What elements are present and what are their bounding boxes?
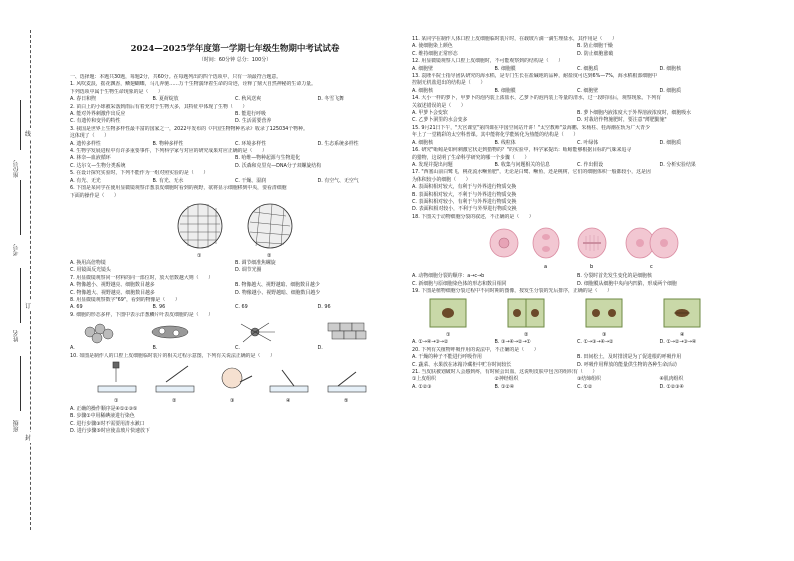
answer-option[interactable]: B. 分裂时首先发生变化的是细胞核 (577, 273, 652, 280)
answer-option[interactable]: A. 有光、无光 (70, 177, 101, 184)
answer-options (70, 260, 400, 275)
plant-label-2: ② (524, 332, 529, 339)
answer-options (412, 80, 742, 87)
answer-option[interactable]: A. 甲萝卜会变软 (412, 110, 448, 117)
cell-option-b-icon (152, 326, 188, 338)
answer-option[interactable]: D. 防止细胞涨破 (577, 50, 614, 57)
answer-options (412, 354, 742, 369)
answer-option[interactable]: A. 动物细胞分裂的顺序：a→c→b (412, 273, 485, 280)
answer-option[interactable]: D. 冬雪飞舞 (317, 96, 344, 103)
answer-options (70, 155, 400, 170)
left-question-group-c (70, 406, 400, 436)
answer-options (412, 155, 742, 162)
answer-option[interactable]: D. 生态系统多样性 (317, 140, 359, 147)
answer-option[interactable]: C. 有遗传和变异的特性 (70, 118, 121, 125)
answer-option[interactable]: A. 能对外界刺激作出反应 (70, 111, 126, 118)
answer-options (412, 66, 742, 73)
answer-option[interactable]: 的猎物，这说明了生命科学研究的哪一个步骤（ ） (412, 154, 530, 161)
class-blank[interactable] (20, 356, 21, 411)
seal-char-feng: 封 (25, 432, 31, 443)
answer-option[interactable]: C. 维持细胞正常形态 (412, 50, 458, 57)
answer-option[interactable]: D. 表面积相对较小，不利于与外界进行物质交换 (412, 206, 517, 213)
question-1-stem: 1. 风吹麦浪，摇花飘香，鳞翅蝴蝶，马儿奔驰……万千生物演绎着生命的奇迹，诠释了鼎大自然神秘的生命力量。 (70, 81, 316, 88)
answer-options (412, 376, 742, 383)
answer-option[interactable]: B. 哈维—物种起源与生物进化 (235, 155, 301, 162)
question-stem: 6. 下图是某同学在使用显微镜观察洋葱表皮细胞时看到的视野，欲将显示细胞移到中央，要看清细胞 (70, 185, 287, 192)
cell-label-a: a (544, 264, 548, 271)
question-stem: 11. 某同学在制作人体口腔上皮细胞临时装片时，在载玻片滴一滴生理盐水，其作用是（ ） (412, 36, 617, 42)
step-1-label: ① (114, 397, 119, 404)
seal-char-ding: 订 (25, 300, 31, 311)
answer-option[interactable]: C. 达尔文—生物分类系统 (70, 162, 126, 169)
plant-label-1: ① (446, 332, 451, 339)
answer-option[interactable]: D. 沃森和克里克—DNA分子双螺旋结构 (235, 162, 322, 169)
step-4-label: ④ (286, 397, 291, 404)
question-stem: 18. 下图关于动物细胞分裂的叙述，不正确的是（ ） (412, 213, 534, 220)
figure-q10-steps (70, 360, 400, 406)
plant-label-3: ③ (602, 332, 607, 339)
answer-options (412, 110, 742, 125)
answer-option[interactable]: B. 调节细准焦螺旋 (235, 259, 276, 266)
question-stem: 8. 用显微镜观察数字"69"，看到的物像是（ ） (70, 296, 180, 303)
answer-options (70, 193, 400, 200)
answer-option[interactable]: D. 呼吸作用释放的能量供生物的各种生命活动 (577, 361, 677, 368)
answer-option[interactable]: B. 夏荷绽放 (152, 96, 179, 103)
answer-option[interactable]: A. 换用高倍物镜 (70, 259, 106, 266)
step-2-scrape-icon (156, 366, 194, 392)
answer-option[interactable]: C. ①→③→④→② (577, 339, 614, 346)
answer-option[interactable]: D. 96 (317, 304, 331, 311)
answer-option[interactable]: A. 干燥的种子不能进行呼吸作用 (412, 354, 482, 361)
answer-options (412, 88, 742, 95)
answer-option[interactable]: ①上皮组织 (412, 376, 436, 383)
cell-option-d-icon (328, 323, 366, 339)
answer-option[interactable]: C. 表面积相对较小，有利于与外界进行物质交换 (412, 198, 517, 205)
answer-option[interactable]: C. 蔬菜、水果放在冰箱冷藏柜中贮存时间较长 (412, 361, 512, 368)
exam-no-blank[interactable] (20, 180, 21, 235)
answer-option[interactable]: B. 细胞膜 (494, 87, 516, 94)
answer-options (412, 273, 742, 288)
answer-option[interactable]: A. 细胞核 (412, 139, 434, 146)
animal-cell-d-icon (626, 228, 678, 258)
question-stem: 3. 我国是世界上生物多样性最丰富的国家之一，2022年发布的《中国生物物种名录》收录了125034个物种。 (70, 125, 308, 132)
answer-option[interactable]: 关叙述错误的是（ ） (412, 102, 466, 109)
seal-char-line: 线 (25, 128, 31, 139)
animal-cell-a-icon (490, 229, 518, 257)
answer-option[interactable]: ②神经组织 (494, 376, 519, 383)
answer-option[interactable]: A. 细胞核 (412, 87, 434, 94)
answer-option[interactable]: A. ①→④→③→② (412, 339, 449, 346)
answer-option[interactable]: 年上了一堂精彩的太空科普课。其中能将化学能转化为热能的结构是（ ） (412, 132, 579, 139)
question-stem: 9. 细胞的形态多样，下图中表示洋葱鳞片叶表皮细胞的是（ ） (70, 311, 214, 318)
answer-options (70, 141, 400, 148)
answer-option[interactable]: B. 田间松土，及时排涝是为了促进根的呼吸作用 (577, 354, 682, 361)
step-1-drop-icon (98, 362, 136, 392)
step-4-smear-icon (270, 370, 308, 392)
view-2 (248, 204, 292, 248)
question-stem: 19. 下图是植物细胞分裂过程中不同时期的图像，按发生分裂的先后排序，正确的是（ ） (412, 287, 613, 294)
answer-options (70, 111, 400, 126)
question-stem: 14. 大小一样的萝卜，甲萝卜的泡内装上浓盐水，乙萝卜的泡内装上等量的清水，过一段时间后，观察现象。下列有 (412, 95, 661, 102)
answer-options (412, 339, 742, 346)
question-stem: 13. 袁隆平院士指导团队研究的海水稻，是专门生长在盐碱地的品种，耐盐度可达到6%—7%，海水稻根部细胞中 (412, 73, 657, 80)
plant-cell-2-icon (508, 299, 544, 327)
name-blank[interactable] (20, 268, 21, 323)
answer-options (70, 282, 400, 297)
animal-cell-b-icon (533, 228, 559, 258)
answer-option[interactable]: A. ①②③ (412, 383, 432, 390)
question-stem: 5. 在设计探究实验时，下列不能作为一组对照实验的是（ ） (70, 170, 209, 177)
answer-option[interactable]: D. ①→②→③→④ (659, 339, 697, 346)
exam-info: （时间：60分钟 总分：100分） (198, 57, 272, 63)
step-5-label: ⑤ (344, 397, 349, 404)
answer-options (412, 384, 742, 391)
answer-options (412, 103, 742, 110)
answer-option[interactable]: C. 物像越大、视野越亮、细胞数目越多 (70, 289, 155, 296)
answer-option[interactable]: 这体现了（ ） (70, 133, 110, 140)
answer-option[interactable]: B. 收集与问题相关的信息 (494, 161, 550, 168)
answer-option[interactable]: D. 生活需要营养 (235, 118, 272, 125)
answer-option[interactable]: B. 细胞膜 (494, 65, 516, 72)
answer-option[interactable]: B. 防止细胞干燥 (577, 43, 613, 50)
animal-cell-c-icon (578, 228, 606, 258)
question-stem: 16. 研究"蚯蚓是如何刺激它状走到猎物的？"的实验中，科学家提出：蚯蚓能够根据目标的气味来追寻 (412, 147, 632, 154)
answer-options (70, 406, 400, 436)
answer-option[interactable]: D. 细胞质 (659, 87, 682, 94)
step-5-cover-icon (328, 372, 366, 392)
answer-option[interactable]: C. 细胞质 (577, 65, 599, 72)
fold-line (30, 30, 31, 530)
answer-options (412, 177, 742, 184)
answer-option[interactable]: A. 遗传多样性 (70, 140, 101, 147)
plant-cell-4-icon (664, 299, 700, 327)
plant-cell-1-icon (430, 299, 466, 327)
answer-options (70, 96, 400, 103)
answer-option[interactable]: C. 进行步骤③时不需要用清水漱口 (70, 420, 145, 427)
left-column (70, 74, 400, 436)
figure-q6 (70, 200, 400, 260)
answer-option[interactable]: A. 春日和煦 (70, 96, 96, 103)
answer-option[interactable]: A. 使细胞染上颜色 (412, 43, 453, 50)
answer-option[interactable]: A. 物像越小、视野越亮、细胞数目越多 (70, 282, 155, 289)
answer-option[interactable]: D. ①②③④ (659, 383, 684, 390)
answer-option[interactable]: C. 细胞壁 (577, 87, 599, 94)
answer-option[interactable]: D. 对栽培作物施肥时，要注意"薄肥勤施" (577, 117, 667, 124)
answer-option[interactable]: ③结缔组织 (577, 376, 601, 383)
answer-option[interactable]: B. ③→④→②→① (494, 339, 531, 346)
step-3-label: ③ (230, 397, 235, 404)
exam-no-label: 考号 (13, 244, 20, 256)
answer-option[interactable]: A. 林奈—血液循环 (70, 155, 111, 162)
answer-option[interactable]: C. (235, 345, 240, 352)
answer-option[interactable]: C. 叶绿体 (577, 139, 599, 146)
question-stem: 21. 当皮肤被划破时人会感到疼，有时候会出血，这说明皮肤中包含的组织有（ ） (412, 369, 598, 375)
answer-option[interactable]: D. 细胞质 (659, 139, 682, 146)
answer-option[interactable]: D. 有空气、无空气 (317, 177, 359, 184)
step-3-mouth-icon (222, 368, 252, 388)
answer-option[interactable]: D. 细胞核 (659, 65, 682, 72)
left-question-group-a (70, 96, 400, 200)
plant-label-4: ④ (680, 332, 685, 339)
figure-q9-cells (70, 319, 400, 345)
answer-option[interactable]: 为体积较小的细胞（ ） (412, 176, 471, 183)
answer-options (70, 178, 400, 185)
answer-option[interactable]: A. 细胞壁 (412, 65, 434, 72)
answer-option[interactable]: A. 发现并提出问题 (412, 161, 453, 168)
answer-options (70, 304, 400, 311)
figure-q19-plant-division (412, 295, 742, 339)
right-column (412, 36, 742, 391)
cell-option-a-icon (85, 324, 113, 343)
page-title: 2024—2025学年度第一学期七年级生物期中考试试卷 (130, 44, 340, 54)
question-stem: 7. 用显微镜观察同一材料的同一部位时，放大倍数越大则（ ） (70, 274, 214, 281)
question-stem: 15. 9月21日下午，"天宫课堂"第四课在中国空间站开讲！"太空教师"景海鹏、朱杨柱、桂海潮在轨为广大青少 (412, 124, 650, 131)
answer-option[interactable]: B. 有光、无水 (152, 177, 184, 184)
answer-options (412, 184, 742, 214)
right-question-group-b (412, 273, 742, 295)
answer-option[interactable]: D. 细胞膜从细胞中央向内凹陷，形成两个细胞 (577, 280, 677, 287)
answer-option[interactable]: B. 96 (152, 304, 166, 311)
answer-option[interactable]: D. 进行步骤⑤时应使盖玻片快速放下 (70, 428, 150, 435)
cell-label-b: b (590, 264, 594, 271)
answer-option[interactable]: A. (70, 345, 75, 352)
view-1-label: ① (197, 252, 202, 259)
name-label: 姓名 (13, 330, 20, 342)
question-stem: 12. 用显微镜观察人口腔上皮细胞时，不可能观察到的结构是（ ） (412, 58, 564, 65)
answer-options (412, 132, 742, 139)
answer-option[interactable]: B. 萝卜细胞内液浓度大于外界溶液浓度时，细胞吸水 (577, 110, 692, 117)
section-intro: 一、选择题：本题共30题，每题2分，共60分。在每题列出的四个选项中，只有一项最符合题意。 (70, 74, 282, 80)
class-label: 班级 (13, 420, 20, 432)
answer-option[interactable]: B. ①②④ (494, 383, 515, 390)
question-1-ask: 下列选项中属于生物生命现象的是（ ） (70, 88, 163, 95)
left-question-group-b (70, 260, 400, 319)
step-2-label: ② (172, 397, 177, 404)
answer-option[interactable]: C. 干燥、湿润 (235, 177, 266, 184)
view-1 (178, 204, 222, 248)
answer-option[interactable]: B. 能进行呼吸 (235, 111, 266, 118)
question-stem: 2. 苗白上的小球被采落到雨后有着充对于生物大多，其特征中体现了生物（ ） (70, 103, 248, 110)
seat-blank[interactable] (20, 100, 21, 150)
plant-cell-3-icon (586, 299, 622, 327)
answer-option[interactable]: ④肌肉组织 (659, 376, 684, 383)
answer-options (412, 140, 742, 147)
answer-option[interactable]: C. 作出假设 (577, 161, 604, 168)
question-stem: 17. "西塞山前白鹭飞，桃花流水鳜鱼肥"，无论是白鹭、鳜鱼，还是桃树，它们的细胞体积一般都较小，这是因 (412, 169, 651, 176)
right-question-group-a (412, 36, 742, 221)
answer-option[interactable]: D. (317, 345, 323, 352)
answer-option[interactable]: C. 环境多样性 (235, 140, 266, 147)
answer-option[interactable]: A. 69 (70, 304, 83, 311)
binding-margin (0, 0, 60, 561)
answer-option[interactable]: A. 正确的操作顺序是④①②③⑤ (70, 405, 138, 412)
answer-option[interactable]: C. 用镜面反光镜头 (70, 267, 111, 274)
answer-option[interactable]: C. 乙萝卜洞里的水会变多 (412, 117, 468, 124)
figure-q18-division (412, 221, 742, 273)
question-stem: 10. 如图是制作人的口腔上皮细胞临时装片的相关过程示意图，下列有关说法正确的是（ ） (70, 352, 275, 359)
cell-label-c: c (650, 264, 653, 271)
answer-option[interactable]: B. 步骤①中用稀碘液进行染色 (70, 413, 135, 420)
answer-options (412, 162, 742, 169)
right-question-group-c (412, 339, 742, 391)
answer-option[interactable]: C. 69 (235, 304, 248, 311)
view-2-label: ② (267, 252, 272, 259)
answer-option[interactable]: C. 秋风送爽 (235, 96, 262, 103)
answer-option[interactable]: C. 新细胞与原细胞染色体的形态和数目相同 (412, 280, 507, 287)
answer-option[interactable]: B. 物像越大、视野越暗、细胞数目越少 (235, 282, 320, 289)
answer-option[interactable]: B. 线粒体 (494, 139, 516, 146)
microscope-views (70, 200, 400, 260)
cell-option-c-icon (241, 323, 275, 342)
answer-options (70, 133, 400, 140)
answer-option[interactable]: A. 表面积相对较大，有利于与外界进行物质交换 (412, 184, 517, 191)
answer-option[interactable]: 控制无机盐进出的结构是（ ） (412, 80, 486, 87)
answer-options (70, 345, 400, 352)
answer-option[interactable]: B. 物种多样性 (152, 140, 184, 147)
seat-label: 座位号 (13, 160, 20, 178)
answer-option[interactable]: D. 调节光圈 (235, 267, 262, 274)
answer-option[interactable]: D. 分析实验结果 (659, 161, 696, 168)
answer-option[interactable]: 下面的操作是（ ） (70, 192, 119, 199)
answer-option[interactable]: B. 表面积相对较大，不利于与外界进行物质交换 (412, 191, 517, 198)
answer-option[interactable]: B. (152, 345, 158, 352)
answer-option[interactable]: D. 物像越小、视野越暗、细胞数目越少 (235, 289, 321, 296)
left-question-group-b2 (70, 345, 400, 360)
question-stem: 4. 生物学发展进程中有许多重要事件，下列科学家与对应的研究成果对应正确的是（ ） (70, 148, 267, 155)
question-stem: 20. 下列有关植物呼吸作用的说法中，不正确的是（ ） (412, 346, 539, 353)
answer-option[interactable]: C. ①② (577, 383, 593, 390)
answer-options (412, 43, 742, 58)
